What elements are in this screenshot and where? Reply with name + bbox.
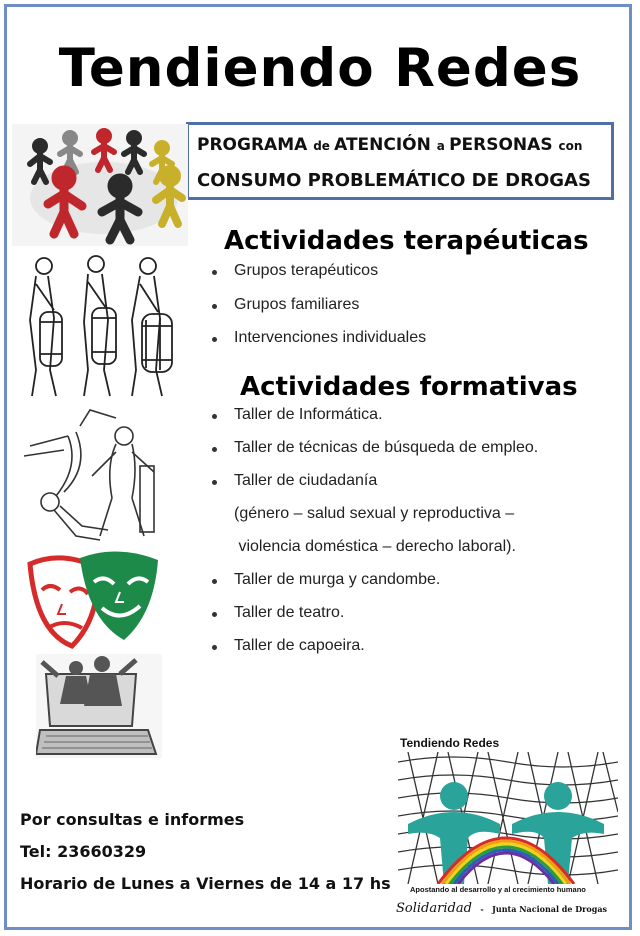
solidaridad-signature: Solidaridad (396, 901, 472, 916)
program-line-1-segment: de (313, 139, 335, 153)
formative-item-label: Taller de capoeira. (234, 637, 365, 654)
logo-separator: - (480, 904, 484, 914)
logo-footer (396, 899, 607, 917)
bullet-icon (212, 304, 217, 309)
bullet-icon (212, 270, 217, 275)
therapeutic-list (212, 262, 426, 363)
program-line-2: CONSUMO PROBLEMÁTICO DE DROGAS (197, 170, 591, 191)
program-line-1 (197, 135, 582, 155)
formative-item (212, 439, 538, 472)
contact-hours: Horario de Lunes a Viernes de 14 a 17 hs (20, 874, 391, 893)
junta-nacional-label: Junta Nacional de Drogas (492, 904, 608, 914)
program-box (186, 122, 614, 200)
program-line-1-segment: PROGRAMA (197, 135, 314, 155)
capoeira-illustration (20, 406, 160, 546)
therapeutic-item-label: Grupos terapéuticos (234, 262, 379, 279)
logo-title: Tendiendo Redes (400, 736, 500, 750)
net-emblem-icon (398, 752, 618, 884)
bullet-icon (212, 579, 217, 584)
program-line-1-segment: con (558, 139, 583, 153)
program-line-1-segment: a (436, 139, 450, 153)
program-line-1-segment: PERSONAS (449, 135, 559, 155)
theater-masks-illustration (22, 548, 164, 652)
people-circle-illustration (12, 124, 188, 246)
drummers-illustration (14, 250, 180, 402)
contact-line-consultas: Por consultas e informes (20, 810, 245, 829)
logo-tagline: Apostando al desarrollo y al crecimiento humano (410, 885, 586, 894)
formative-list (212, 406, 538, 670)
formative-item-label: violencia doméstica – derecho laboral). (234, 538, 516, 555)
formative-item-label: Taller de técnicas de búsqueda de empleo. (234, 439, 539, 456)
therapeutic-item-label: Grupos familiares (234, 295, 360, 313)
formative-item-label: Taller de teatro. (234, 604, 345, 621)
formative-item-label: (género – salud sexual y reproductiva – (234, 505, 515, 522)
formative-item (212, 637, 538, 670)
therapeutic-item (212, 262, 426, 296)
formative-item-detail (212, 505, 538, 538)
therapeutic-item (212, 296, 426, 330)
formative-heading: Actividades formativas (240, 372, 578, 402)
formative-item (212, 472, 538, 505)
page-title: Tendiendo Redes (58, 38, 582, 99)
bullet-icon (212, 414, 217, 419)
laptop-people-illustration (36, 654, 162, 758)
therapeutic-heading: Actividades terapéuticas (224, 226, 589, 256)
formative-item (212, 406, 538, 439)
therapeutic-item (212, 329, 426, 363)
tendiendo-redes-logo (396, 736, 620, 922)
bullet-icon (212, 337, 217, 342)
bullet-icon (212, 645, 217, 650)
formative-item (212, 571, 538, 604)
bullet-icon (212, 612, 217, 617)
formative-item-label: Taller de murga y candombe. (234, 571, 441, 588)
formative-item-label: Taller de ciudadanía (234, 472, 378, 489)
therapeutic-item-label: Intervenciones individuales (234, 329, 427, 346)
contact-phone: Tel: 23660329 (20, 842, 147, 861)
formative-item (212, 604, 538, 637)
formative-item-label: Taller de Informática. (234, 406, 383, 423)
formative-item-detail (212, 538, 538, 571)
program-line-1-segment: ATENCIÓN (334, 135, 437, 155)
bullet-icon (212, 447, 217, 452)
bullet-icon (212, 480, 217, 485)
